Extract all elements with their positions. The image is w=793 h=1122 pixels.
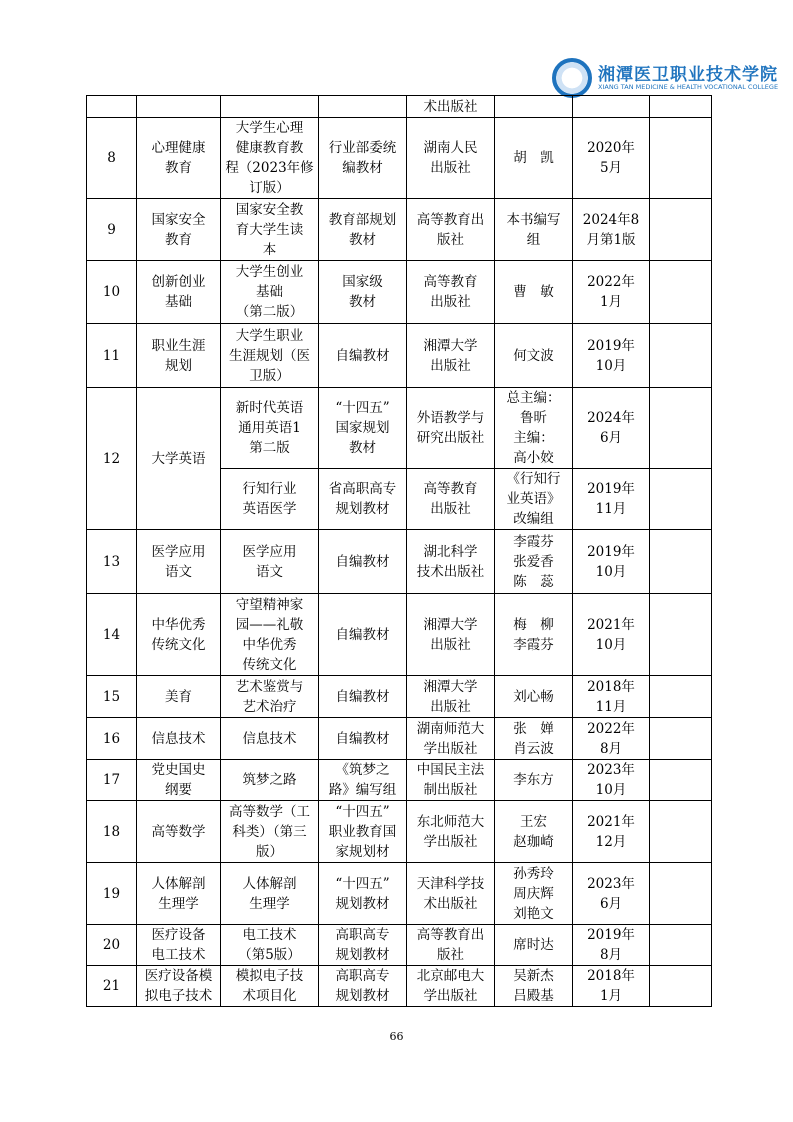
- publish-date-cell: [573, 96, 650, 118]
- textbook-category-cell: [319, 96, 407, 118]
- row-number-cell: 12: [87, 388, 137, 530]
- publish-date-cell: 2021年 12月: [573, 801, 650, 863]
- table-row: [87, 388, 712, 469]
- table-row: [87, 118, 712, 199]
- row-number-cell: 8: [87, 118, 137, 199]
- publisher-cell: 外语教学与 研究出版社: [407, 388, 495, 469]
- publisher-cell: 术出版社: [407, 96, 495, 118]
- textbook-title-cell: 行知行业 英语医学: [221, 469, 319, 530]
- course-name-cell: 信息技术: [137, 718, 221, 760]
- course-name-cell: 人体解剖 生理学: [137, 863, 221, 925]
- row-number-cell: 11: [87, 324, 137, 388]
- row-number-cell: 18: [87, 801, 137, 863]
- course-name-cell: 医疗设备 电工技术: [137, 925, 221, 966]
- textbook-category-cell: 国家级 教材: [319, 261, 407, 324]
- note-cell: [650, 96, 712, 118]
- table-row: [87, 96, 712, 118]
- textbook-category-cell: 自编教材: [319, 530, 407, 594]
- publish-date-cell: 2022年 8月: [573, 718, 650, 760]
- author-cell: 席时达: [495, 925, 573, 966]
- row-number-cell: 21: [87, 966, 137, 1007]
- note-cell: [650, 594, 712, 676]
- course-name-cell: 职业生涯 规划: [137, 324, 221, 388]
- table-row: [87, 801, 712, 863]
- row-number-cell: 19: [87, 863, 137, 925]
- note-cell: [650, 801, 712, 863]
- publisher-cell: 东北师范大 学出版社: [407, 801, 495, 863]
- table-row: [87, 261, 712, 324]
- publish-date-cell: 2019年 10月: [573, 324, 650, 388]
- textbook-category-cell: 自编教材: [319, 594, 407, 676]
- textbook-category-cell: 高职高专 规划教材: [319, 966, 407, 1007]
- row-number-cell: 13: [87, 530, 137, 594]
- publisher-cell: 湘潭大学 出版社: [407, 594, 495, 676]
- publish-date-cell: 2018年 11月: [573, 676, 650, 718]
- course-name-cell: 大学英语: [137, 388, 221, 530]
- table-row: [87, 925, 712, 966]
- textbook-category-cell: 自编教材: [319, 718, 407, 760]
- author-cell: 孙秀玲 周庆辉 刘艳文: [495, 863, 573, 925]
- textbook-title-cell: 国家安全教 育大学生读 本: [221, 199, 319, 261]
- table-row: [87, 530, 712, 594]
- course-name-cell: 医疗设备模 拟电子技术: [137, 966, 221, 1007]
- author-cell: 张 婵 肖云波: [495, 718, 573, 760]
- author-cell: 何文波: [495, 324, 573, 388]
- textbook-title-cell: 大学生心理 健康教育教 程（2023年修 订版）: [221, 118, 319, 199]
- row-number-cell: 17: [87, 760, 137, 801]
- publish-date-cell: 2019年 11月: [573, 469, 650, 530]
- author-cell: 《行知行 业英语》 改编组: [495, 469, 573, 530]
- table-row: [87, 324, 712, 388]
- textbook-title-cell: 筑梦之路: [221, 760, 319, 801]
- note-cell: [650, 261, 712, 324]
- publish-date-cell: 2024年 6月: [573, 388, 650, 469]
- textbook-category-cell: 高职高专 规划教材: [319, 925, 407, 966]
- table-row: [87, 760, 712, 801]
- author-cell: 胡 凯: [495, 118, 573, 199]
- publisher-cell: 高等教育 出版社: [407, 261, 495, 324]
- course-name-cell: 党史国史 纲要: [137, 760, 221, 801]
- note-cell: [650, 324, 712, 388]
- author-cell: 吴新杰 吕殿基: [495, 966, 573, 1007]
- textbook-category-cell: “十四五” 规划教材: [319, 863, 407, 925]
- publisher-cell: 湖北科学 技术出版社: [407, 530, 495, 594]
- note-cell: [650, 966, 712, 1007]
- course-name-cell: 医学应用 语文: [137, 530, 221, 594]
- table-row: [87, 718, 712, 760]
- publish-date-cell: 2020年 5月: [573, 118, 650, 199]
- publisher-cell: 高等教育出 版社: [407, 199, 495, 261]
- course-name-cell: 美育: [137, 676, 221, 718]
- page-number: 66: [389, 1030, 404, 1043]
- textbook-category-cell: 自编教材: [319, 324, 407, 388]
- publisher-cell: 高等教育出 版社: [407, 925, 495, 966]
- note-cell: [650, 118, 712, 199]
- textbook-table: [86, 95, 712, 1007]
- textbook-title-cell: 新时代英语 通用英语1 第二版: [221, 388, 319, 469]
- author-cell: 曹 敏: [495, 261, 573, 324]
- publish-date-cell: 2019年 10月: [573, 530, 650, 594]
- table-row: [87, 863, 712, 925]
- publish-date-cell: 2023年 10月: [573, 760, 650, 801]
- author-cell: 本书编写 组: [495, 199, 573, 261]
- row-number-cell: 20: [87, 925, 137, 966]
- author-cell: 李霞芬 张爱香 陈 蕊: [495, 530, 573, 594]
- textbook-title-cell: 人体解剖 生理学: [221, 863, 319, 925]
- note-cell: [650, 530, 712, 594]
- textbook-title-cell: 大学生职业 生涯规划（医 卫版）: [221, 324, 319, 388]
- textbook-category-cell: “十四五” 职业教育国 家规划材: [319, 801, 407, 863]
- publish-date-cell: 2023年 6月: [573, 863, 650, 925]
- publish-date-cell: 2019年 8月: [573, 925, 650, 966]
- textbook-category-cell: 教育部规划 教材: [319, 199, 407, 261]
- table-row: [87, 676, 712, 718]
- publish-date-cell: 2021年 10月: [573, 594, 650, 676]
- publisher-cell: 湖南师范大 学出版社: [407, 718, 495, 760]
- note-cell: [650, 760, 712, 801]
- table-row: [87, 199, 712, 261]
- author-cell: 王宏 赵珈崎: [495, 801, 573, 863]
- textbook-category-cell: “十四五” 国家规划 教材: [319, 388, 407, 469]
- publisher-cell: 湘潭大学 出版社: [407, 676, 495, 718]
- textbook-title-cell: 守望精神家 园——礼敬 中华优秀 传统文化: [221, 594, 319, 676]
- textbook-title-cell: 大学生创业 基础 （第二版）: [221, 261, 319, 324]
- college-seal-icon: [552, 58, 592, 98]
- author-cell: 刘心畅: [495, 676, 573, 718]
- publish-date-cell: 2018年 1月: [573, 966, 650, 1007]
- table-row: [87, 594, 712, 676]
- textbook-category-cell: 自编教材: [319, 676, 407, 718]
- publisher-cell: 高等教育 出版社: [407, 469, 495, 530]
- textbook-title-cell: 信息技术: [221, 718, 319, 760]
- textbook-category-cell: 省高职高专 规划教材: [319, 469, 407, 530]
- author-cell: 总主编： 鲁昕 主编： 高小姣: [495, 388, 573, 469]
- publisher-cell: 中国民主法 制出版社: [407, 760, 495, 801]
- author-cell: 李东方: [495, 760, 573, 801]
- course-name-cell: 中华优秀 传统文化: [137, 594, 221, 676]
- row-number-cell: 14: [87, 594, 137, 676]
- note-cell: [650, 925, 712, 966]
- row-number-cell: 10: [87, 261, 137, 324]
- textbook-title-cell: 电工技术 （第5版）: [221, 925, 319, 966]
- logo-text-cn: 湘潭医卫职业技术学院: [598, 65, 778, 85]
- publish-date-cell: 2022年 1月: [573, 261, 650, 324]
- row-number-cell: 9: [87, 199, 137, 261]
- publisher-cell: 湖南人民 出版社: [407, 118, 495, 199]
- row-number-cell: 15: [87, 676, 137, 718]
- author-cell: [495, 96, 573, 118]
- note-cell: [650, 388, 712, 469]
- course-name-cell: 创新创业 基础: [137, 261, 221, 324]
- textbook-title-cell: 高等数学（工 科类）（第三 版）: [221, 801, 319, 863]
- textbook-title-cell: [221, 96, 319, 118]
- row-number-cell: 16: [87, 718, 137, 760]
- textbook-title-cell: 医学应用 语文: [221, 530, 319, 594]
- table-row: [87, 966, 712, 1007]
- course-name-cell: 心理健康 教育: [137, 118, 221, 199]
- textbook-category-cell: 《筑梦之 路》编写组: [319, 760, 407, 801]
- course-name-cell: 国家安全 教育: [137, 199, 221, 261]
- course-name-cell: 高等数学: [137, 801, 221, 863]
- publisher-cell: 湘潭大学 出版社: [407, 324, 495, 388]
- row-number-cell: [87, 96, 137, 118]
- note-cell: [650, 469, 712, 530]
- note-cell: [650, 718, 712, 760]
- note-cell: [650, 199, 712, 261]
- note-cell: [650, 863, 712, 925]
- publisher-cell: 北京邮电大 学出版社: [407, 966, 495, 1007]
- note-cell: [650, 676, 712, 718]
- textbook-category-cell: 行业部委统 编教材: [319, 118, 407, 199]
- logo-text-en: XIANG TAN MEDICINE & HEALTH VOCATIONAL COLLEGE: [598, 83, 779, 91]
- publisher-cell: 天津科学技 术出版社: [407, 863, 495, 925]
- textbook-title-cell: 模拟电子技 术项目化: [221, 966, 319, 1007]
- publish-date-cell: 2024年8 月第1版: [573, 199, 650, 261]
- textbook-title-cell: 艺术鉴赏与 艺术治疗: [221, 676, 319, 718]
- course-name-cell: [137, 96, 221, 118]
- author-cell: 梅 柳 李霞芬: [495, 594, 573, 676]
